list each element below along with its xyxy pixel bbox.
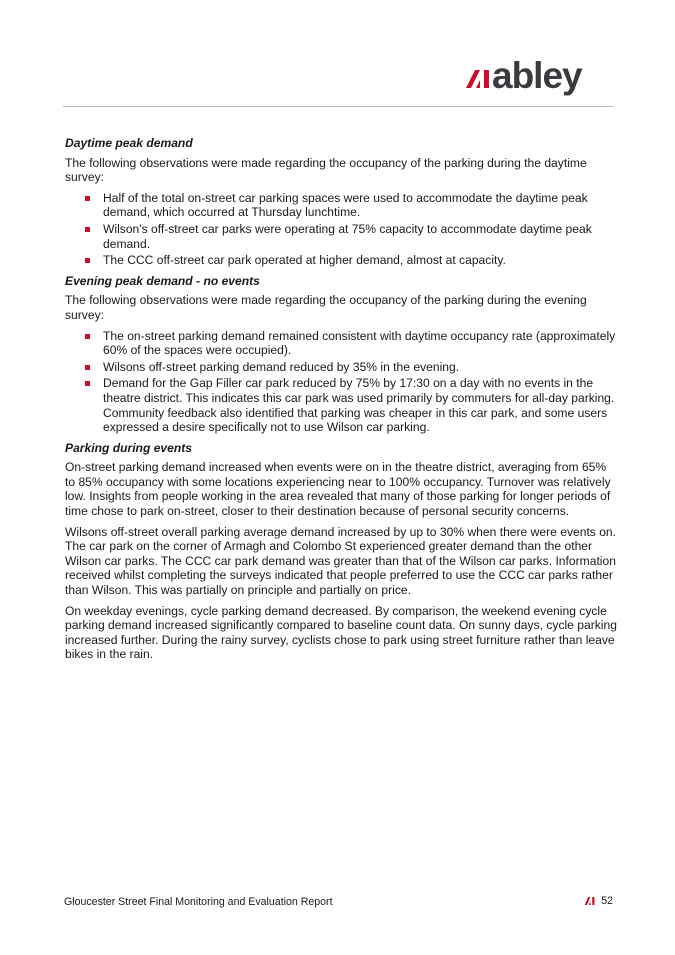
bullet-list xyxy=(65,191,617,268)
list-item-text: Wilson's off-street car parks were operating at 75% capacity to accommodate daytime peak demand. xyxy=(103,221,592,251)
section-intro: The following observations were made regarding the occupancy of the parking during the evening survey: xyxy=(65,293,587,322)
list-item xyxy=(65,376,617,434)
list-item xyxy=(65,253,617,268)
list-item-text: Wilsons off-street parking demand reduced by 35% in the evening. xyxy=(103,359,460,374)
section-heading: Parking during events xyxy=(65,440,193,455)
body-paragraph: On-street parking demand increased when events were on in the theatre district, averaging from 65% to 85% occupancy with some locations experiencing near to 100% occupancy. Turnover was relatively low. Insights from people working in the area revealed that many of those parking for longer periods of time chose to park on-street, closer to their destination because of personal security concerns. xyxy=(65,460,611,519)
bullet-square-icon xyxy=(85,196,90,201)
bullet-square-icon xyxy=(85,334,90,339)
bullet-list xyxy=(65,329,617,435)
bullet-square-icon xyxy=(85,381,90,386)
section-heading: Evening peak demand - no events xyxy=(65,273,260,288)
body-paragraph: Wilsons off-street overall parking average demand increased by up to 30% when there were events on. The car park on the corner of Armagh and Colombo St experienced greater demand than the other Wilson car parks. The CCC car park demand was greater than that of the Wilson car parks. Information received whilst completing the surveys indicated that people preferred to use the CCC car parks rather than Wilson. This was partially on principle and partially on price. xyxy=(65,524,617,598)
section-intro: The following observations were made regarding the occupancy of the parking during the daytime survey: xyxy=(65,155,587,185)
list-item xyxy=(65,191,617,220)
footer-report-title: Gloucester Street Final Monitoring and Evaluation Report xyxy=(64,896,333,908)
bullet-square-icon xyxy=(85,365,90,370)
list-item-text: The CCC off-street car park operated at higher demand, almost at capacity. xyxy=(103,253,506,268)
bullet-square-icon xyxy=(85,258,90,263)
abley-mark-icon xyxy=(466,70,489,88)
bullet-square-icon xyxy=(85,227,90,232)
footer-page-number xyxy=(583,895,613,907)
list-item-text: Half of the total on-street car parking spaces were used to accommodate the daytime peak demand, which occurred at Thursday lunchtime. xyxy=(103,190,588,220)
abley-small-mark-icon xyxy=(583,897,597,905)
list-item-text: Demand for the Gap Filler car park reduced by 75% by 17:30 on a day with no events in the theatre district. This indicates this car park was used primarily by commuters for all-day parking. Community feedback also identified that parking was cheaper in this car park, and some users expressed a desire specifically not to use Wilson car parking. xyxy=(103,376,615,435)
list-item xyxy=(65,222,617,251)
list-item-text: The on-street parking demand remained consistent with daytime occupancy rate (approximately 60% of the spaces were occupied). xyxy=(103,328,616,358)
list-item xyxy=(65,360,617,375)
list-item xyxy=(65,329,617,358)
logo-wordmark: abley xyxy=(492,56,582,96)
page-number: 52 xyxy=(601,895,613,907)
body-paragraph: On weekday evenings, cycle parking demand decreased. By comparison, the weekend evening cycle parking demand increased significantly compared to baseline count data. On sunny days, cycle parking increased further. During the rainy survey, cyclists chose to park using street furniture rather than leave bikes in the rain. xyxy=(65,603,617,662)
header-divider xyxy=(63,106,613,107)
document-body xyxy=(65,134,617,668)
section-heading: Daytime peak demand xyxy=(65,136,193,150)
abley-logo xyxy=(466,56,610,98)
